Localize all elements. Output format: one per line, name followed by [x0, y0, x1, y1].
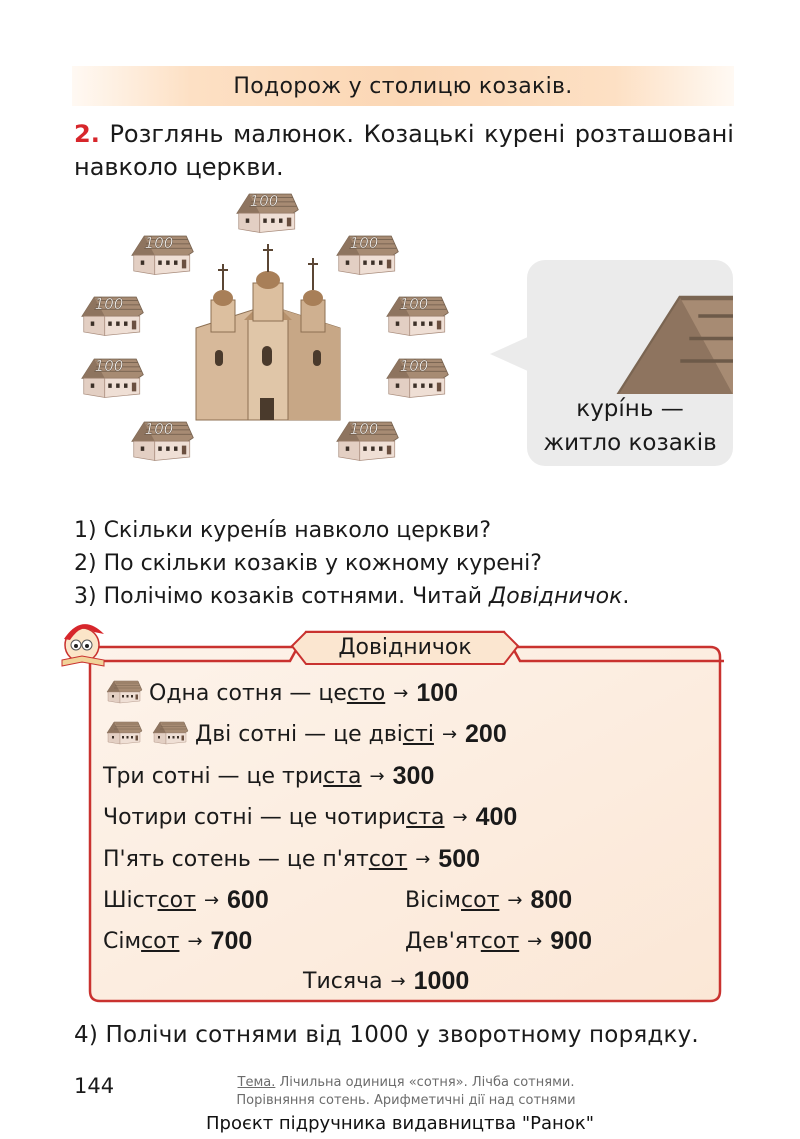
- row-value: 700: [210, 926, 253, 955]
- row-underlined: ста: [406, 804, 445, 830]
- row-text: Тисяча: [303, 968, 383, 994]
- chapter-title: Подорож у столицю козаків.: [233, 73, 573, 99]
- kurin-house-icon: [149, 720, 189, 748]
- reference-row-200: [103, 717, 507, 751]
- house-label: 100: [144, 234, 174, 252]
- row-text: П'ять сотень — це п'ят: [103, 846, 369, 872]
- row-text: Вісім: [405, 887, 462, 913]
- row-text: Шіст: [103, 887, 158, 913]
- topic-label: Тема.: [237, 1075, 276, 1090]
- task-number: 2.: [74, 120, 100, 148]
- question-3-reference: Довідничок: [489, 584, 623, 609]
- reference-row-500: [103, 842, 480, 876]
- row-value: 200: [465, 719, 507, 748]
- reference-row-600: [103, 883, 269, 917]
- arrow-icon: →: [507, 889, 523, 911]
- reference-title: Довідничок: [338, 634, 472, 660]
- row-underlined: сот: [157, 887, 196, 913]
- row-value: 500: [438, 844, 481, 873]
- row-text: Дві сотні — це дві: [195, 721, 403, 747]
- bubble-definition: житло козаків: [543, 430, 717, 456]
- house-label: 100: [349, 234, 379, 252]
- row-text: Три сотні — це три: [103, 763, 324, 789]
- topic-line-1: Лічильна одиниця «сотня». Лічба сотнями.: [275, 1075, 575, 1090]
- arrow-icon: →: [393, 682, 409, 704]
- row-text: Одна сотня — це: [149, 680, 347, 706]
- kurin-house-icon: [103, 679, 143, 707]
- house-label: 100: [399, 295, 429, 313]
- row-text: Сім: [103, 928, 142, 954]
- row-value: 400: [475, 802, 518, 831]
- question-3-text: 3) Полічімо козаків сотнями. Читай: [74, 584, 490, 609]
- question-1: 1) Скільки курені́в навколо церкви?: [74, 518, 492, 543]
- topic-line-2: Порівняння сотень. Арифметичні дії над сотнями: [236, 1093, 576, 1108]
- row-underlined: сті: [402, 721, 434, 747]
- reference-row-300: [103, 759, 434, 793]
- reference-row-1000: [303, 964, 469, 998]
- reference-row-100: [103, 676, 458, 710]
- reference-row-900: [405, 924, 592, 958]
- question-4: 4) Полічи сотнями від 1000 у зворотному порядку.: [74, 1022, 699, 1048]
- row-value: 300: [392, 761, 435, 790]
- house-label: 100: [94, 295, 124, 313]
- arrow-icon: →: [390, 970, 406, 992]
- house-label: 100: [144, 420, 174, 438]
- row-value: 1000: [413, 966, 470, 995]
- question-2: 2) По скільки козаків у кожному курені?: [74, 551, 542, 576]
- arrow-icon: →: [452, 806, 468, 828]
- arrow-icon: →: [441, 723, 458, 745]
- row-text: Дев'ят: [405, 928, 481, 954]
- arrow-icon: →: [369, 765, 385, 787]
- page-number: 144: [74, 1074, 115, 1098]
- arrow-icon: →: [187, 930, 203, 952]
- question-3-end: .: [622, 584, 630, 609]
- row-underlined: сто: [346, 680, 386, 706]
- row-value: 900: [550, 926, 592, 955]
- row-underlined: сот: [461, 887, 500, 913]
- row-value: 600: [227, 885, 269, 914]
- row-text: Чотири сотні — це чотири: [103, 804, 407, 830]
- task-description: Розглянь малюнок. Козацькі курені розташовані навколо церкви.: [74, 120, 734, 181]
- house-label: 100: [399, 357, 429, 375]
- reading-mascot-icon: [62, 624, 104, 666]
- reference-row-700: [103, 924, 252, 958]
- kurin-house-icon: [103, 720, 143, 748]
- row-underlined: сот: [480, 928, 520, 954]
- row-underlined: сот: [368, 846, 408, 872]
- row-underlined: сот: [141, 928, 180, 954]
- publisher-note: Проєкт підручника видавництва "Ранок": [205, 1113, 594, 1134]
- row-value: 800: [530, 885, 573, 914]
- house-label: 100: [349, 420, 379, 438]
- arrow-icon: →: [527, 930, 543, 952]
- arrow-icon: →: [415, 848, 431, 870]
- row-value: 100: [416, 678, 459, 707]
- bubble-term: курі́нь —: [576, 396, 684, 422]
- arrow-icon: →: [203, 889, 220, 911]
- topic-note: [200, 1074, 612, 1110]
- row-underlined: ста: [323, 763, 362, 789]
- reference-row-800: [405, 883, 572, 917]
- house-label: 100: [94, 357, 124, 375]
- reference-row-400: [103, 800, 517, 834]
- house-label: 100: [249, 192, 279, 210]
